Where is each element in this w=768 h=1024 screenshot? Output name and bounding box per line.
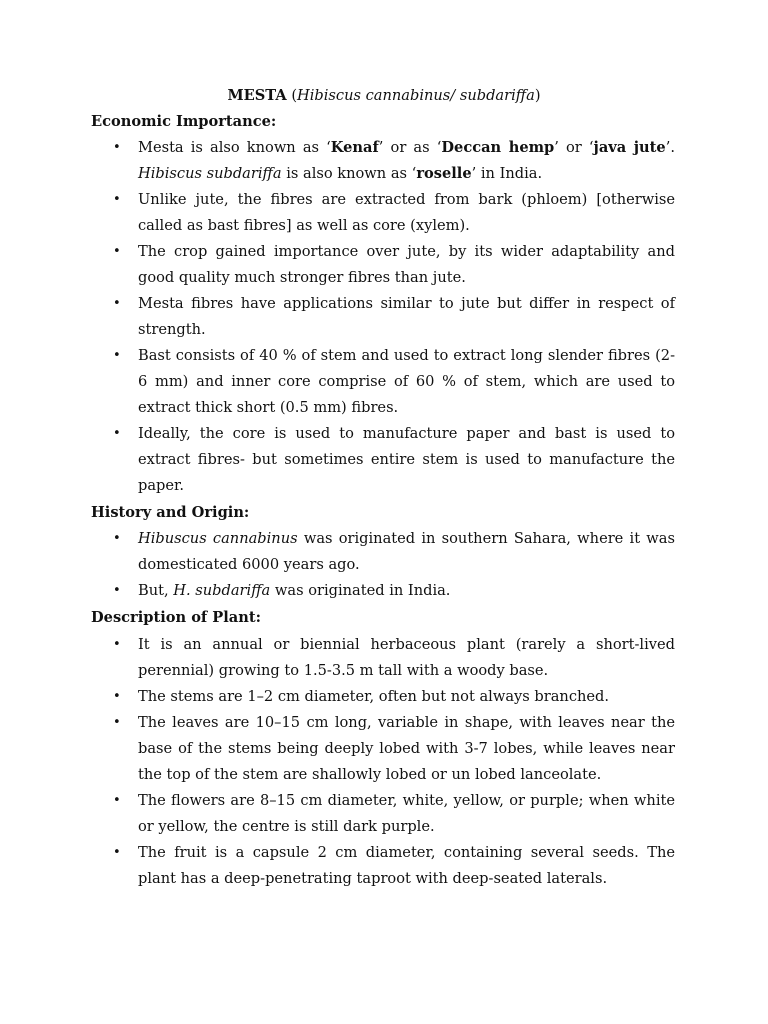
heading-economic-importance: Economic Importance: [91, 113, 277, 130]
list-item: • The leaves are 10–15 cm long, variable in shape, with leaves near the base of the stems being deeply lobed with 3-7 lobes, while leaves near the top of the stem are shallowly lobed or un lobed lanceolate. [0, 710, 768, 788]
title-crop-name: MESTA [227, 87, 287, 104]
list-item: • The flowers are 8–15 cm diameter, white, yellow, or purple; when white or yellow, the centre is still dark purple. [0, 788, 768, 840]
list-item: • It is an annual or biennial herbaceous plant (rarely a short-lived perennial) growing to 1.5-3.5 m tall with a woody base. [0, 632, 768, 684]
species-name: Hibiscus subdariffa [138, 165, 282, 182]
text-run: Mesta is also known as ‘ [138, 139, 331, 156]
species-name: H. subdariffa [173, 582, 271, 599]
text-run: was originated in India. [270, 582, 451, 599]
document-title [0, 86, 768, 106]
text-run: was originated in southern Sahara, where it was domesticated 6000 years ago. [138, 530, 675, 573]
list-item: • The crop gained importance over jute, by its wider adaptability and good quality much stronger fibres than jute. [0, 239, 768, 291]
text-run: ’ or as ‘ [378, 139, 442, 156]
history-origin-list [0, 526, 768, 604]
term-deccan-hemp: Deccan hemp [441, 139, 555, 156]
text-run: ’ in India. [471, 165, 543, 182]
list-item: • Ideally, the core is used to manufacture paper and bast is used to extract fibres- but sometimes entire stem is used to manufacture the paper. [0, 421, 768, 499]
list-item [0, 526, 768, 578]
list-item: • The stems are 1–2 cm diameter, often but not always branched. [0, 684, 768, 710]
list-item: • The fruit is a capsule 2 cm diameter, containing several seeds. The plant has a deep-penetrating taproot with deep-seated laterals. [0, 840, 768, 892]
text-run: is also known as ‘ [281, 165, 417, 182]
list-item: • Unlike jute, the fibres are extracted from bark (phloem) [otherwise called as bast fibres] as well as core (xylem). [0, 187, 768, 239]
term-java-jute: java jute [593, 139, 666, 156]
list-item: • Bast consists of 40 % of stem and used to extract long slender fibres (2-6 mm) and inner core comprise of 60 % of stem, which are used to extract thick short (0.5 mm) fibres. [0, 343, 768, 421]
term-kenaf: Kenaf [330, 139, 379, 156]
heading-history-and-origin: History and Origin: [91, 504, 250, 521]
list-item [0, 135, 768, 187]
economic-importance-list [0, 135, 768, 499]
species-name: Hibuscus cannabinus [138, 530, 298, 547]
title-paren-open: ( [286, 87, 298, 104]
term-roselle: roselle [416, 165, 472, 182]
text-run: ’. [665, 139, 675, 156]
heading-description-of-plant: Description of Plant: [91, 609, 261, 626]
title-paren-close: ) [534, 87, 541, 104]
title-species: Hibiscus cannabinus/ subdariffa [297, 87, 535, 104]
text-run: But, [138, 582, 174, 599]
list-item: • Mesta fibres have applications similar to jute but differ in respect of strength. [0, 291, 768, 343]
text-run: ’ or ‘ [554, 139, 594, 156]
plant-description-list [0, 632, 768, 892]
list-item [0, 578, 768, 604]
